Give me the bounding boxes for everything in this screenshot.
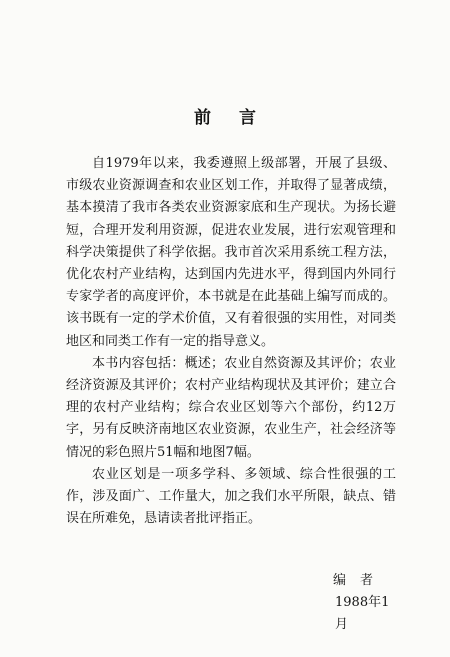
paragraph-1: 自1979年以来，我委遵照上级部署，开展了县级、市级农业资源调查和农业区划工作，并取得了显著成绩，基本摸清了我市各类农业资源家底和生产现状。为扬长避短，合理开发利用资源，促进农业发展，进行宏观管理和科学决策提供了科学依据。我市首次采用系统工程方法，优化农村产业结构，达到国内先进水平，得到国内外同行专家学者的高度评价，本书就是在此基础上编写而成的。该书既有一定的学术价值，又有着很强的实用性，对同类地区和同类工作有一定的指导意义。	[66, 156, 396, 349]
signature-date: 1988年1月	[335, 595, 390, 632]
page-title: 前言	[194, 108, 284, 128]
paragraph-2: 本书内容包括：概述；农业自然资源及其评价；农业经济资源及其评价；农村产业结构现状及其评价；建立合理的农村产业结构；综合农业区划等六个部份，约12万字，另有反映济南地区农业资源，农业生产，社会经济等情况的彩色照片51幅和地图7幅。	[66, 355, 396, 460]
signature-block	[310, 570, 400, 636]
preface-body	[66, 153, 396, 530]
paragraph-3: 农业区划是一项多学科、多领域、综合性很强的工作，涉及面广、工作量大，加之我们水平所限，缺点、错误在所难免，恳请读者批评指正。	[66, 466, 396, 527]
signature-author: 编者	[333, 573, 388, 588]
